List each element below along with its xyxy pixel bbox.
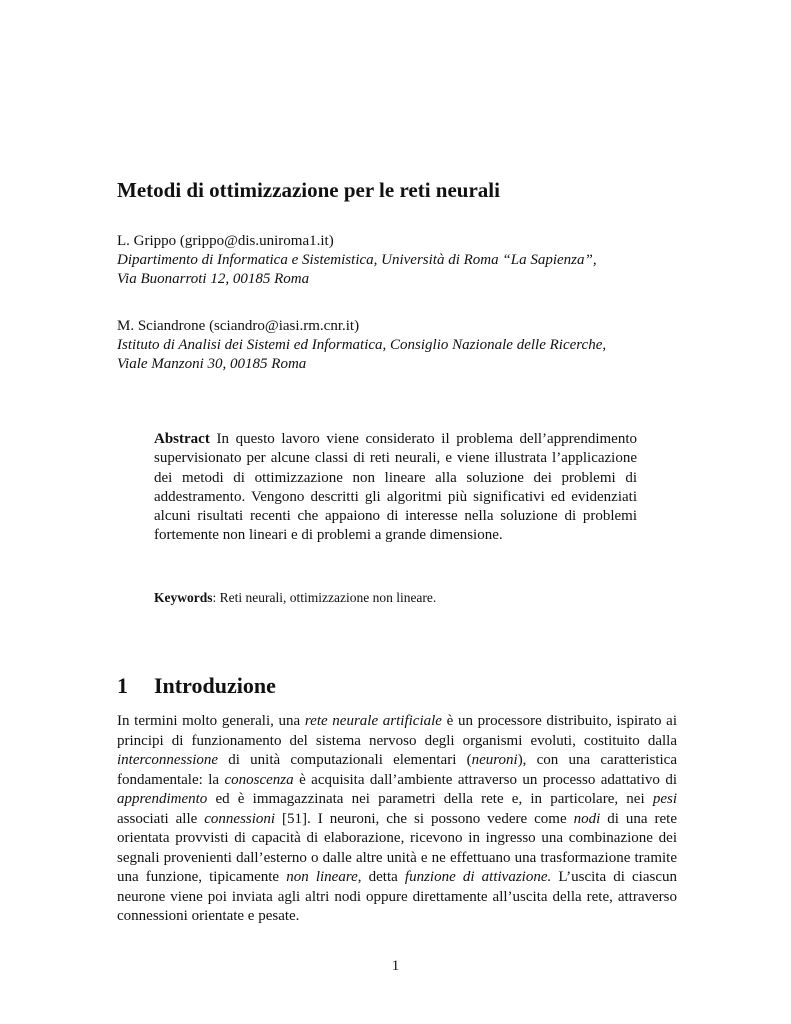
abstract-label: Abstract — [154, 431, 210, 447]
body-text-run: In termini molto generali, una — [117, 713, 305, 729]
body-emphasis: funzione di attivazione. — [404, 869, 552, 885]
author-address: Viale Manzoni 30, 00185 Roma — [117, 356, 307, 372]
page-number: 1 — [391, 958, 400, 974]
paper-title: Metodi di ottimizzazione per le reti neurali — [117, 178, 500, 202]
author-affiliation: Dipartimento di Informatica e Sistemistica, Università di Roma “La Sapienza”, — [117, 252, 597, 268]
keywords — [154, 589, 637, 607]
body-text-run: associati alle — [117, 810, 205, 827]
keywords-text: : Reti neurali, ottimizzazione non lineare. — [212, 590, 437, 605]
body-paragraph — [117, 712, 677, 927]
author-affiliation: Istituto di Analisi dei Sistemi ed Informatica, Consiglio Nazionale delle Ricerche, — [117, 337, 607, 353]
body-text-run: è un processore distribuito, ispirato ai principi di funzionamento del sistema nervoso degli organismi evoluti, costituito dalla — [117, 713, 677, 749]
body-text-run: [51]. I neuroni, che si possono vedere come — [275, 810, 574, 827]
body-text-run: L’uscita di ciascun neurone viene poi inviata agli altri nodi oppure direttamente all’uscita della rete, attraverso connessioni orientate e pesate. — [117, 869, 678, 924]
section-heading — [117, 671, 677, 701]
author-name-email: M. Sciandrone (sciandro@iasi.rm.cnr.it) — [117, 318, 360, 334]
abstract — [154, 430, 637, 546]
body-text-run: ), con una caratteristica fondamentale: la — [117, 752, 677, 788]
body-emphasis: apprendimento — [117, 791, 208, 807]
abstract-text: In questo lavoro viene considerato il problema dell’apprendimento supervisionato per alcune classi di reti neurali, e viene illustrata l’applicazione dei metodi di ottimizzazione non lineare alla soluzione dei problemi di addestramento. Vengono descritti gli algoritmi più significativi ed evidenziati alcuni risultati recenti che appaiono di interesse nella soluzione di problemi fortemente non lineari e di problemi a grande dimensione. — [154, 431, 637, 544]
body-text-run: di una rete orientata provvisti di capacità di elaborazione, ricevono in ingresso una combinazione dei segnali provenienti dall’esterno o dalle altre unità e ne effettuano una trasformazione tramite una funzione, tipicamente — [117, 810, 677, 885]
section-number: 1 — [117, 673, 128, 698]
body-emphasis: non lineare — [286, 869, 358, 885]
author-address: Via Buonarroti 12, 00185 Roma — [117, 271, 310, 287]
body-emphasis: nodi — [573, 810, 601, 827]
body-text-run: ed è immagazzinata nei parametri della rete e, in particolare, nei — [207, 791, 653, 807]
author-block-2 — [117, 317, 677, 374]
body-emphasis: neuroni — [471, 752, 518, 768]
body-emphasis: connessioni — [204, 810, 276, 827]
body-emphasis: pesi — [652, 791, 677, 807]
body-emphasis: conoscenza — [224, 771, 294, 788]
body-emphasis: interconnessione — [117, 752, 219, 768]
author-name-email: L. Grippo (grippo@dis.uniroma1.it) — [117, 233, 334, 249]
body-text-run: è acquisita dall’ambiente attraverso un processo adattativo di — [293, 771, 677, 788]
keywords-label: Keywords — [154, 590, 213, 605]
body-text-run: , detta — [357, 869, 405, 885]
body-emphasis: rete neurale artificiale — [304, 713, 442, 729]
section-title: Introduzione — [154, 673, 276, 698]
body-text-run: di unità computazionali elementari ( — [218, 752, 472, 768]
author-block-1 — [117, 232, 677, 289]
